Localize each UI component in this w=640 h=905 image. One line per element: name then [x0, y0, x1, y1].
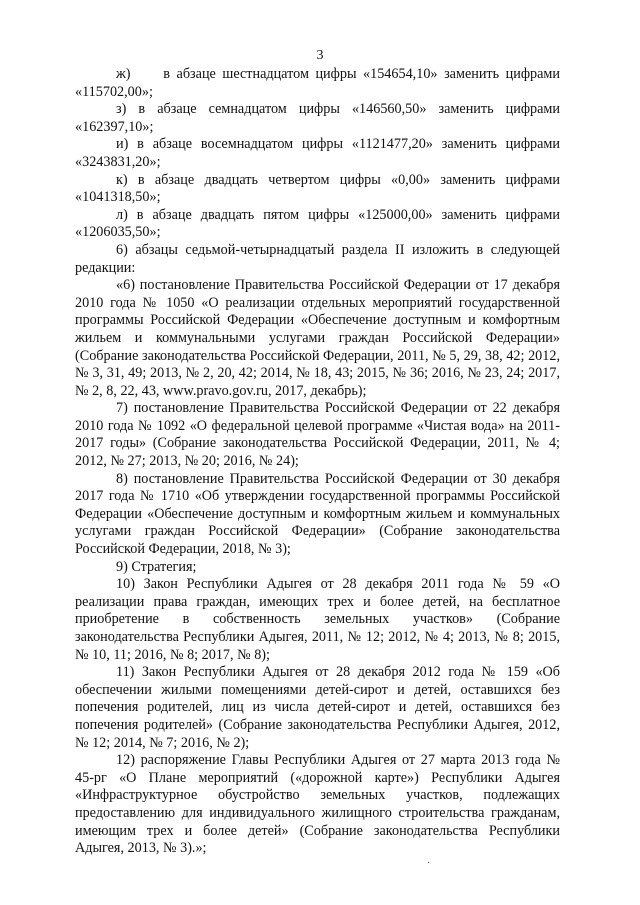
paragraph-amendment-z: з) в абзаце семнадцатом цифры «146560,50» заменить цифрами «162397,10»; — [75, 101, 560, 135]
document-body — [75, 66, 560, 858]
page-number: 3 — [316, 48, 324, 63]
paragraph-section-ii-intro: 6) абзацы седьмой-четырнадцатый раздела II изложить в следующей редакции: — [75, 241, 560, 276]
paragraph-item-11: 11) Закон Республики Адыгея от 28 декабря 2012 года № 159 «Об обеспечении жилыми помещениями детей-сирот и детей, оставшихся без попечения родителей, лиц из числа детей-сирот и детей, оставшихся без попечения родителей» (Собрание законодательства Республики Адыгея, 2012, № 12; 2014, № 7; 2016, № 2); — [75, 664, 560, 751]
paragraph-item-6: «6) постановление Правительства Российской Федерации от 17 декабря 2010 года № 1050 «О реализации отдельных мероприятий государственной программы Российской Федерации «Обеспечение доступным и комфортным жильем и коммунальными услугами граждан Российской Федерации» (Собрание законодательства Российской Федерации, 2011, № 5, 29, 38, 42; 2012, № 3, 31, 49; 2013, № 2, 20, 42; 2014, № 18, 43; 2015, № 36; 2016, № 23, 24; 2017, № 2, 8, 22, 43, www.pravo.gov.ru, 2017, декабрь); — [75, 277, 560, 399]
scan-speck: · — [427, 858, 431, 869]
paragraph-amendment-zh: ж) в абзаце шестнадцатом цифры «154654,10» заменить цифрами «115702,00»; — [75, 66, 560, 100]
paragraph-amendment-l: л) в абзаце двадцать пятом цифры «125000,00» заменить цифрами «1206035,50»; — [75, 206, 560, 241]
paragraph-item-10: 10) Закон Республики Адыгея от 28 декабря 2011 года № 59 «О реализации права граждан, имеющих трех и более детей, на бесплатное приобретение в собственность земельных участков» (Собрание законодательства Республики Адыгея, 2011, № 12; 2012, № 4; 2013, № 8; 2015, № 10, 11; 2016, № 8; 2017, № 8); — [75, 576, 560, 663]
paragraph-item-12: 12) распоряжение Главы Республики Адыгея от 27 марта 2013 года № 45-рг «О Плане мероприятий («дорожной карте») Республики Адыгея «Инфраструктурное обустройство земельных участков, подлежащих предоставлению для индивидуального жилищного строительства гражданам, имеющим трех и более детей» (Собрание законодательства Республики Адыгея, 2013, № 3).»; — [75, 752, 560, 857]
paragraph-item-7: 7) постановление Правительства Российской Федерации от 22 декабря 2010 года № 1092 «О федеральной целевой программе «Чистая вода» на 2011-2017 годы» (Собрание законодательства Российской Федерации, 2011, № 4; 2012, № 27; 2013, № 20; 2016, № 24); — [75, 400, 560, 470]
paragraph-item-8: 8) постановление Правительства Российской Федерации от 30 декабря 2017 года № 1710 «Об утверждении государственной программы Российской Федерации «Обеспечение доступным и комфортным жильем и коммунальных услугами граждан Российской Федерации» (Собрание законодательства Российской Федерации, 2018, № 3); — [75, 470, 560, 558]
paragraph-amendment-i: и) в абзаце восемнадцатом цифры «1121477,20» заменить цифрами «3243831,20»; — [75, 136, 560, 170]
paragraph-item-9: 9) Стратегия; — [116, 558, 197, 575]
paragraph-amendment-k: к) в абзаце двадцать четвертом цифры «0,00» заменить цифрами «1041318,50»; — [75, 171, 560, 206]
